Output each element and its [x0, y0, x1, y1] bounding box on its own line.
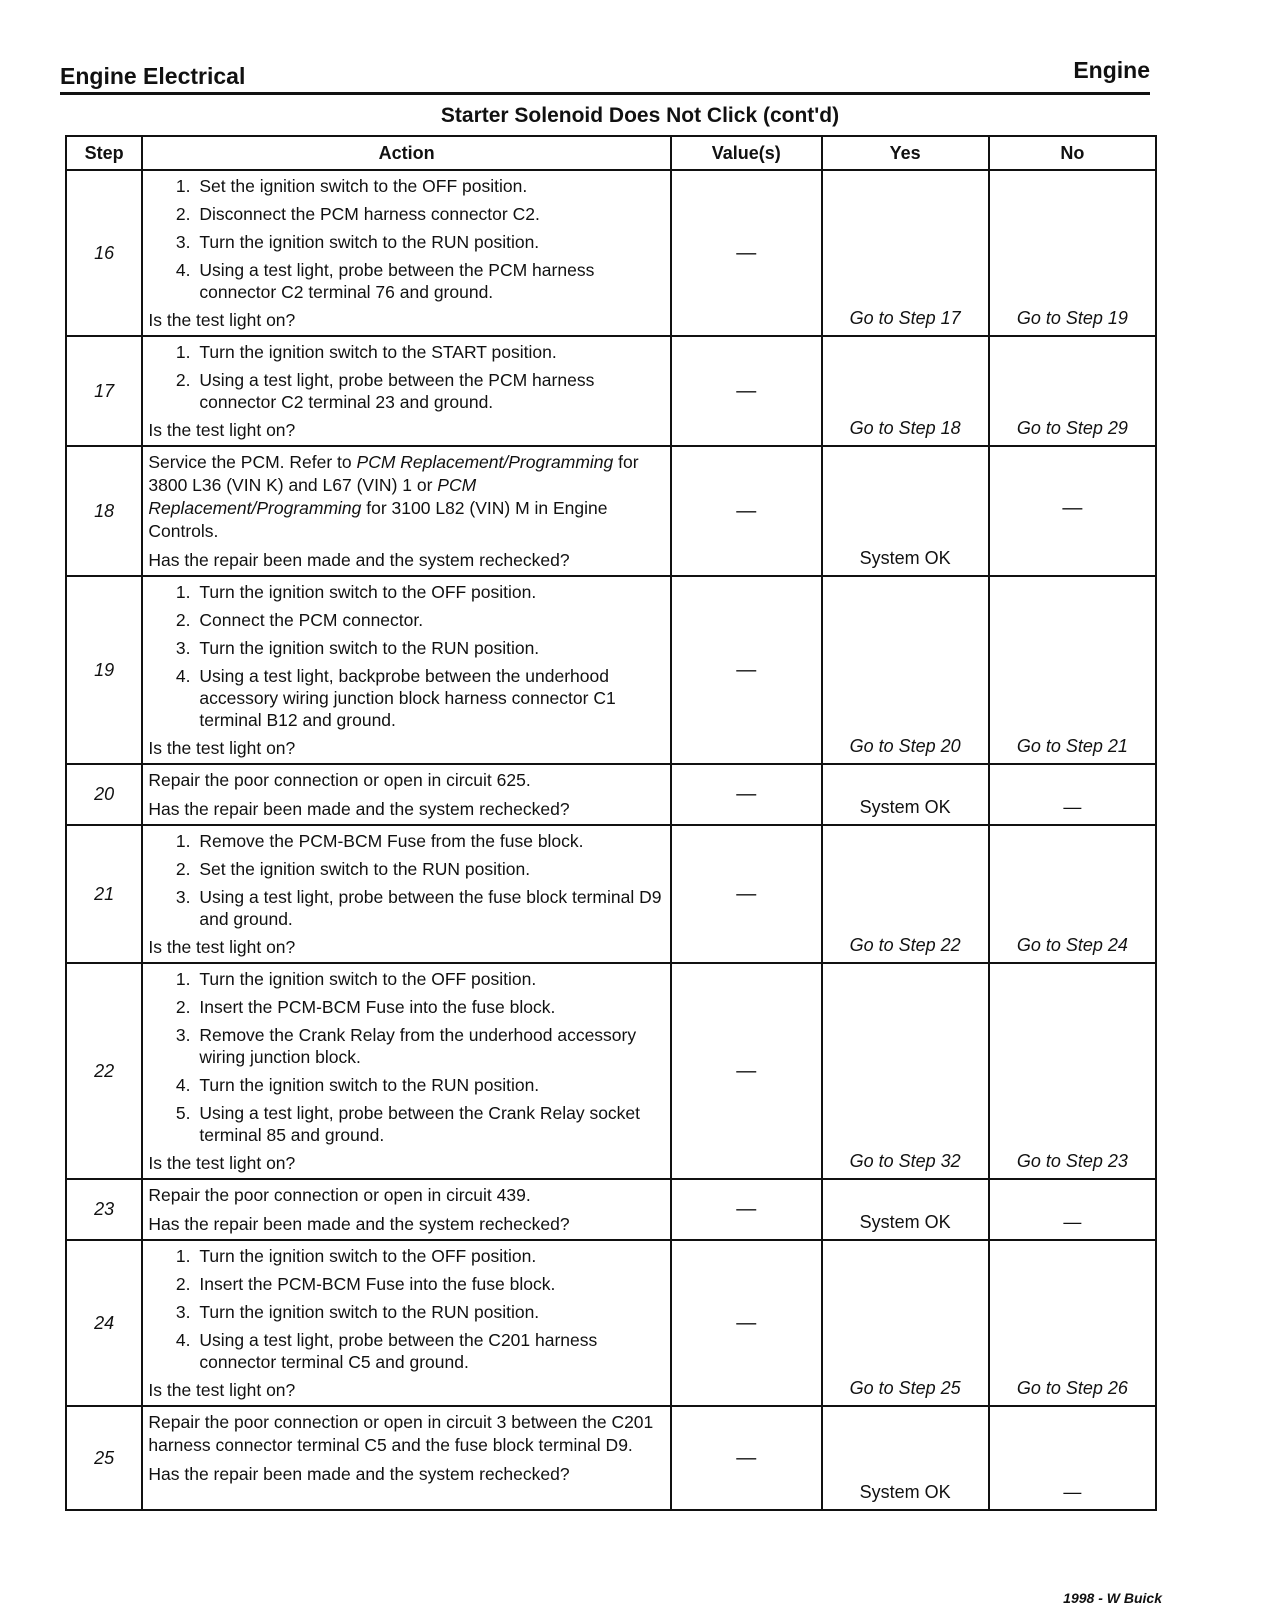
step-number: 16: [66, 170, 142, 336]
action-cell: [142, 1240, 670, 1406]
yes-cell: Go to Step 20: [822, 576, 989, 764]
value-cell: —: [671, 1240, 822, 1406]
action-cell: [142, 825, 670, 963]
substep-list: [143, 341, 669, 413]
reference-link[interactable]: PCM Replacement/Programming: [148, 475, 477, 518]
substep-list: [143, 175, 669, 303]
value-cell: —: [671, 336, 822, 446]
no-cell: —: [989, 764, 1156, 825]
substep: 1. Turn the ignition switch to the OFF position.: [195, 581, 669, 603]
section-title: Engine Electrical: [60, 63, 246, 89]
col-header-no: No: [989, 136, 1156, 170]
yes-cell: Go to Step 18: [822, 336, 989, 446]
no-cell: —: [989, 1179, 1156, 1240]
step-number: 24: [66, 1240, 142, 1406]
table-row: [66, 576, 1156, 764]
substep: 2. Using a test light, probe between the PCM harness connector C2 terminal 23 and ground.: [195, 369, 669, 413]
question: Has the repair been made and the system rechecked?: [148, 799, 570, 819]
table-row: [66, 446, 1156, 576]
question: Has the repair been made and the system rechecked?: [148, 550, 570, 570]
question: Has the repair been made and the system rechecked?: [148, 1464, 570, 1484]
value-cell: —: [671, 963, 822, 1179]
value-cell: —: [671, 170, 822, 336]
substep-list: [143, 830, 669, 930]
substep: 1. Turn the ignition switch to the OFF position.: [195, 1245, 669, 1267]
step-number: 18: [66, 446, 142, 576]
yes-cell: Go to Step 17: [822, 170, 989, 336]
table-row: [66, 1240, 1156, 1406]
question: Has the repair been made and the system rechecked?: [148, 1214, 570, 1234]
no-cell: —: [989, 446, 1156, 576]
table-row: [66, 1179, 1156, 1240]
no-cell: Go to Step 26: [989, 1240, 1156, 1406]
page-header: [60, 52, 1150, 95]
value-cell: —: [671, 1406, 822, 1510]
value-cell: —: [671, 764, 822, 825]
question: Is the test light on?: [148, 420, 296, 440]
table-row: [66, 336, 1156, 446]
value-cell: —: [671, 576, 822, 764]
substep: 1. Set the ignition switch to the OFF position.: [195, 175, 669, 197]
action-cell: [142, 1406, 670, 1510]
col-header-step: Step: [66, 136, 142, 170]
substep: 5. Using a test light, probe between the Crank Relay socket terminal 85 and ground.: [195, 1102, 669, 1146]
step-number: 22: [66, 963, 142, 1179]
chapter-title: Engine: [1073, 57, 1150, 83]
page-title: Starter Solenoid Does Not Click (cont'd): [440, 104, 840, 127]
yes-cell: System OK: [822, 764, 989, 825]
question: Is the test light on?: [148, 1153, 296, 1173]
action-cell: [142, 963, 670, 1179]
diagnostic-table: [65, 135, 1157, 1511]
substep: 4. Using a test light, probe between the C201 harness connector terminal C5 and ground.: [195, 1329, 669, 1373]
action-cell: [142, 446, 670, 576]
table-row: [66, 1406, 1156, 1510]
substep: 2. Disconnect the PCM harness connector C2.: [195, 203, 669, 225]
action-text: [148, 451, 665, 543]
substep: 4. Turn the ignition switch to the RUN position.: [195, 1074, 669, 1096]
yes-cell: System OK: [822, 1179, 989, 1240]
text-run: for 3100 L82 (VIN) M in Engine Controls.: [148, 498, 608, 541]
no-cell: Go to Step 29: [989, 336, 1156, 446]
page-footer: 1998 - W Buick: [1063, 1590, 1162, 1606]
action-cell: [142, 764, 670, 825]
no-cell: Go to Step 23: [989, 963, 1156, 1179]
action-text: Repair the poor connection or open in circuit 439.: [148, 1185, 531, 1205]
no-cell: Go to Step 21: [989, 576, 1156, 764]
substep: 2. Connect the PCM connector.: [195, 609, 669, 631]
substep-list: [143, 581, 669, 731]
substep: 3. Turn the ignition switch to the RUN position.: [195, 637, 669, 659]
col-header-values: Value(s): [671, 136, 822, 170]
value-cell: —: [671, 446, 822, 576]
step-number: 17: [66, 336, 142, 446]
action-cell: [142, 170, 670, 336]
question: Is the test light on?: [148, 1380, 296, 1400]
question: Is the test light on?: [148, 937, 296, 957]
yes-cell: Go to Step 22: [822, 825, 989, 963]
substep: 1. Turn the ignition switch to the START position.: [195, 341, 669, 363]
yes-cell: Go to Step 25: [822, 1240, 989, 1406]
action-cell: [142, 576, 670, 764]
table-row: [66, 764, 1156, 825]
value-cell: —: [671, 1179, 822, 1240]
substep: 1. Remove the PCM-BCM Fuse from the fuse block.: [195, 830, 669, 852]
table-header-row: [66, 136, 1156, 170]
substep: 4. Using a test light, probe between the PCM harness connector C2 terminal 76 and ground.: [195, 259, 669, 303]
substep: 2. Insert the PCM-BCM Fuse into the fuse block.: [195, 996, 669, 1018]
col-header-yes: Yes: [822, 136, 989, 170]
text-run: Service the PCM. Refer to: [148, 452, 357, 472]
substep-list: [143, 968, 669, 1146]
yes-cell: System OK: [822, 1406, 989, 1510]
table-row: [66, 170, 1156, 336]
text-run: for 3800 L36 (VIN K) and L67 (VIN) 1 or: [148, 452, 639, 495]
substep: 3. Remove the Crank Relay from the underhood accessory wiring junction block.: [195, 1024, 669, 1068]
no-cell: —: [989, 1406, 1156, 1510]
step-number: 25: [66, 1406, 142, 1510]
yes-cell: Go to Step 32: [822, 963, 989, 1179]
no-cell: Go to Step 24: [989, 825, 1156, 963]
question: Is the test light on?: [148, 738, 296, 758]
action-text: Repair the poor connection or open in circuit 3 between the C201 harness connector terminal C5 and the fuse block terminal D9.: [148, 1412, 654, 1455]
substep: 2. Insert the PCM-BCM Fuse into the fuse block.: [195, 1273, 669, 1295]
substep: 3. Turn the ignition switch to the RUN position.: [195, 231, 669, 253]
step-number: 23: [66, 1179, 142, 1240]
table-row: [66, 963, 1156, 1179]
step-number: 19: [66, 576, 142, 764]
action-text: Repair the poor connection or open in circuit 625.: [148, 770, 531, 790]
yes-cell: System OK: [822, 446, 989, 576]
step-number: 20: [66, 764, 142, 825]
substep: 3. Using a test light, probe between the fuse block terminal D9 and ground.: [195, 886, 669, 930]
substep: 4. Using a test light, backprobe between the underhood accessory wiring junction block harness connector C1 terminal B12 and ground.: [195, 665, 669, 731]
value-cell: —: [671, 825, 822, 963]
step-number: 21: [66, 825, 142, 963]
table-row: [66, 825, 1156, 963]
no-cell: Go to Step 19: [989, 170, 1156, 336]
action-cell: [142, 1179, 670, 1240]
substep: 3. Turn the ignition switch to the RUN position.: [195, 1301, 669, 1323]
question: Is the test light on?: [148, 310, 296, 330]
reference-link[interactable]: PCM Replacement/Programming: [356, 452, 614, 472]
substep-list: [143, 1245, 669, 1373]
col-header-action: Action: [142, 136, 670, 170]
substep: 1. Turn the ignition switch to the OFF position.: [195, 968, 669, 990]
substep: 2. Set the ignition switch to the RUN position.: [195, 858, 669, 880]
action-cell: [142, 336, 670, 446]
